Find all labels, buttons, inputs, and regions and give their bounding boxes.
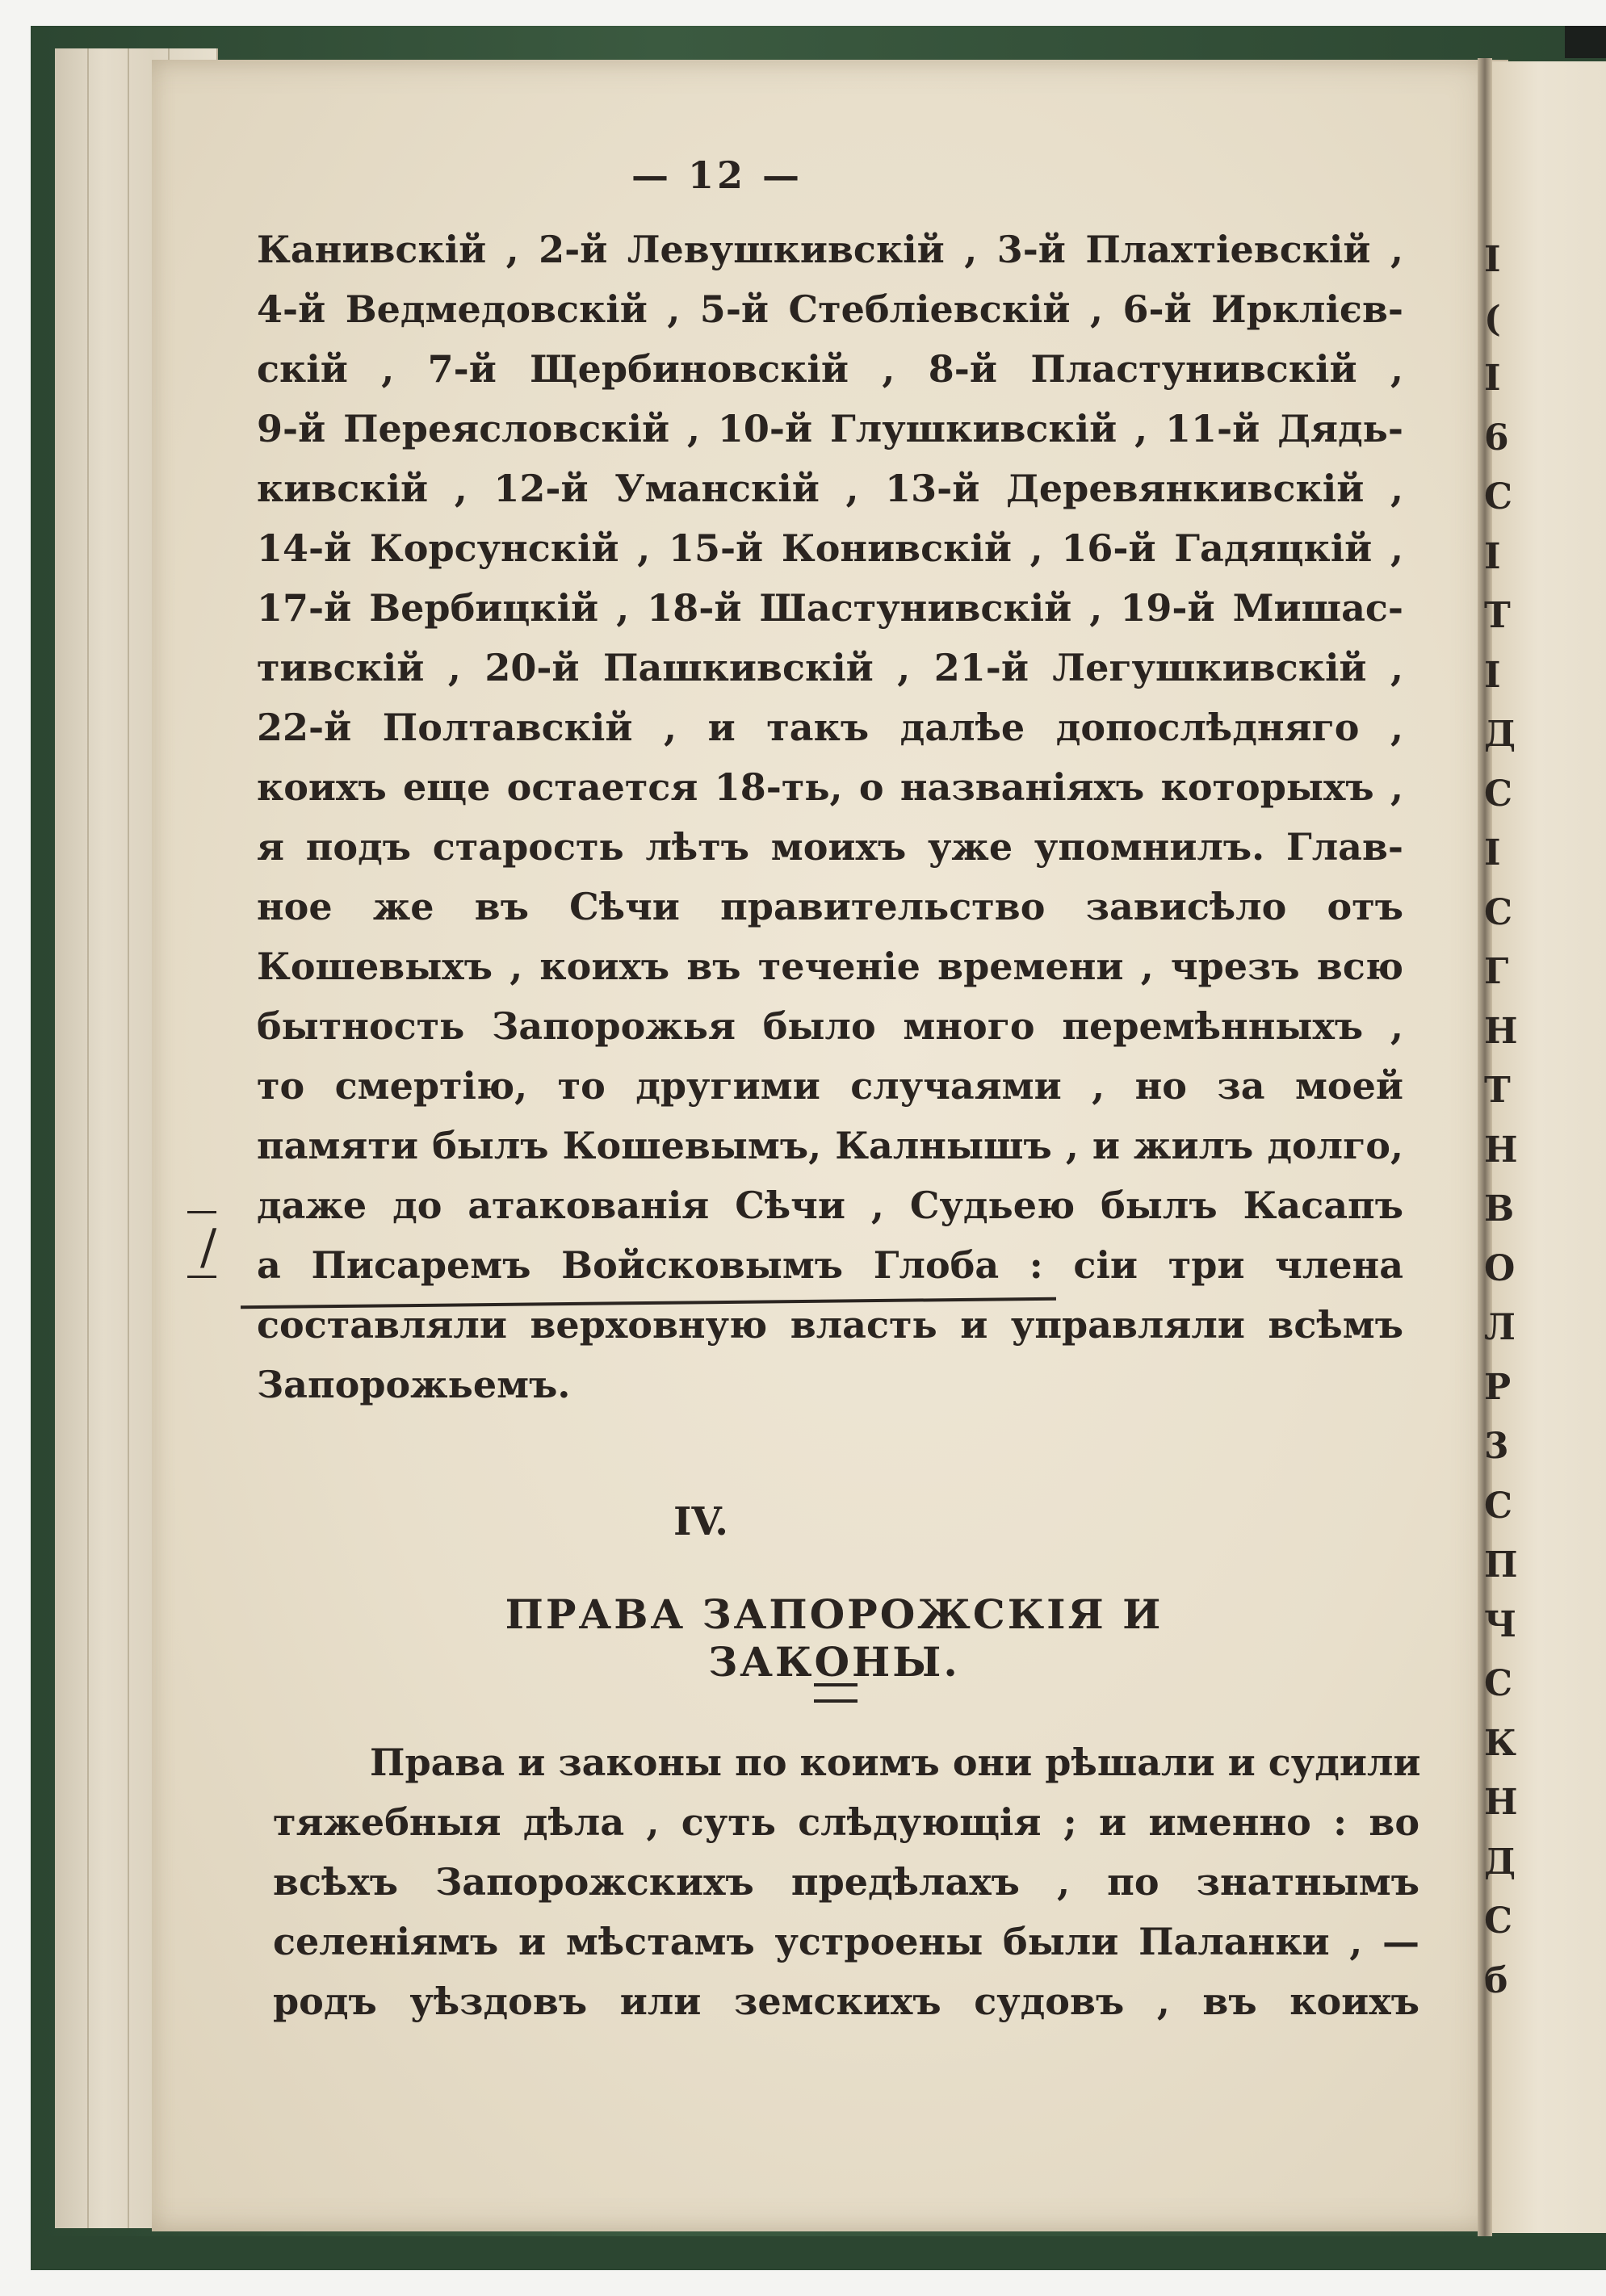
margin-pen-mark: / xyxy=(200,1219,217,1276)
text-line: я подъ старость лѣтъ моихъ уже упомнилъ. Глав- xyxy=(257,825,1403,869)
text-line: 22-й Полтавскій , и такъ далѣе допослѣдняго , xyxy=(257,706,1403,749)
facing-page-letter: П xyxy=(1484,1544,1518,1586)
text-line: всѣхъ Запорожскихъ предѣлахъ , по знатнымъ xyxy=(273,1860,1419,1904)
title-divider xyxy=(814,1683,858,1703)
text-line: кивскій , 12-й Уманскій , 13-й Деревянкивскій , xyxy=(257,467,1403,510)
text-line: даже до атакованія Сѣчи , Судьею былъ Касапъ xyxy=(257,1184,1403,1227)
text-line: 4-й Ведмедовскій , 5-й Стебліевскій , 6-й Ирклієв- xyxy=(257,287,1403,331)
text-line: ное же въ Сѣчи правительство зависѣло отъ xyxy=(257,885,1403,928)
text-line: бытность Запорожья было много перемѣнныхъ , xyxy=(257,1004,1403,1048)
text-line: а Писаремъ Войсковымъ Глоба : сіи три члена xyxy=(257,1243,1403,1287)
facing-page-letter: T xyxy=(1484,1070,1511,1111)
facing-page-letter: P xyxy=(1484,1366,1512,1408)
facing-page-letter: Л xyxy=(1484,1307,1516,1348)
facing-page-letter: 6 xyxy=(1484,417,1509,459)
facing-page-letter: B xyxy=(1484,1188,1515,1230)
facing-page-letter: H xyxy=(1484,1129,1518,1171)
text-line: селеніямъ и мѣстамъ устроены были Паланки , — xyxy=(273,1920,1419,1963)
text-line: то смертію, то другими случаями , но за моей xyxy=(257,1064,1403,1108)
margin-tick-mark xyxy=(187,1211,216,1213)
facing-page-letter: Н xyxy=(1484,1782,1518,1823)
text-line: скій , 7-й Щербиновскій , 8-й Пластунивскій , xyxy=(257,347,1403,391)
text-line: Кошевыхъ , коихъ въ теченіе времени , чрезъ всю xyxy=(257,945,1403,988)
text-line: 17-й Вербицкій , 18-й Шастунивскій , 19-й Мишас- xyxy=(257,586,1403,630)
facing-page-letter: Д xyxy=(1484,714,1516,755)
facing-page-letter: I xyxy=(1484,654,1501,696)
scan-corner-shadow xyxy=(1565,26,1606,58)
facing-page-letter: С xyxy=(1484,1663,1513,1704)
facing-page-letter: C xyxy=(1484,891,1513,933)
section-number: IV. xyxy=(673,1499,728,1544)
facing-page-letter: I xyxy=(1484,239,1501,280)
facing-page-letter: C xyxy=(1484,476,1513,517)
text-line: Запорожьемъ. xyxy=(257,1363,571,1406)
facing-page-letter: 3 xyxy=(1484,1426,1509,1467)
text-line: 14-й Корсунскій , 15-й Конивскій , 16-й Гадяцкій , xyxy=(257,526,1403,570)
margin-tick-mark xyxy=(187,1276,216,1278)
facing-page-letter: Ч xyxy=(1484,1603,1517,1645)
facing-page-letter: Д xyxy=(1484,1841,1516,1883)
facing-page-letter: К xyxy=(1484,1722,1517,1764)
section-title: ПРАВА ЗАПОРОЖСКІЯ И ЗАКОНЫ. xyxy=(505,1590,1164,1686)
text-line: 9-й Переясловскій , 10-й Глушкивскій , 11-й Дядь- xyxy=(257,407,1403,450)
text-line: родъ уѣздовъ или земскихъ судовъ , въ коихъ xyxy=(273,1980,1419,2023)
facing-page-letter: I xyxy=(1484,535,1501,577)
page-number: — 12 — xyxy=(631,153,803,197)
facing-page-letter: б xyxy=(1484,1959,1508,2001)
text-line: тивскій , 20-й Пашкивскій , 21-й Легушкивскій , xyxy=(257,646,1403,689)
text-line: Права и законы по коимъ они рѣшали и судили xyxy=(370,1741,1421,1784)
facing-page-letter: I xyxy=(1484,832,1501,874)
book-cover-bottom xyxy=(31,2236,1606,2270)
facing-page-letter: Г xyxy=(1484,951,1509,992)
facing-page-letter: С xyxy=(1484,1900,1513,1942)
facing-page-letter: H xyxy=(1484,1010,1518,1052)
facing-page-letter: T xyxy=(1484,595,1511,636)
facing-page-letter: C xyxy=(1484,1485,1513,1527)
facing-page-letter: O xyxy=(1484,1247,1516,1289)
text-line: тяжебныя дѣла , суть слѣдующія ; и именно : во xyxy=(273,1800,1419,1844)
text-line: памяти былъ Кошевымъ, Калнышъ , и жилъ долго, xyxy=(257,1124,1403,1167)
facing-page-letter: I xyxy=(1484,358,1501,399)
text-line: Канивскій , 2-й Левушкивскій , 3-й Плахтіевскій , xyxy=(257,228,1403,271)
facing-page-letter: C xyxy=(1484,773,1513,815)
text-line: составляли верховную власть и управляли всѣмъ xyxy=(257,1303,1403,1347)
facing-page-letter: ( xyxy=(1484,298,1501,340)
text-line: коихъ еще остается 18-ть, о названіяхъ которыхъ , xyxy=(257,765,1403,809)
